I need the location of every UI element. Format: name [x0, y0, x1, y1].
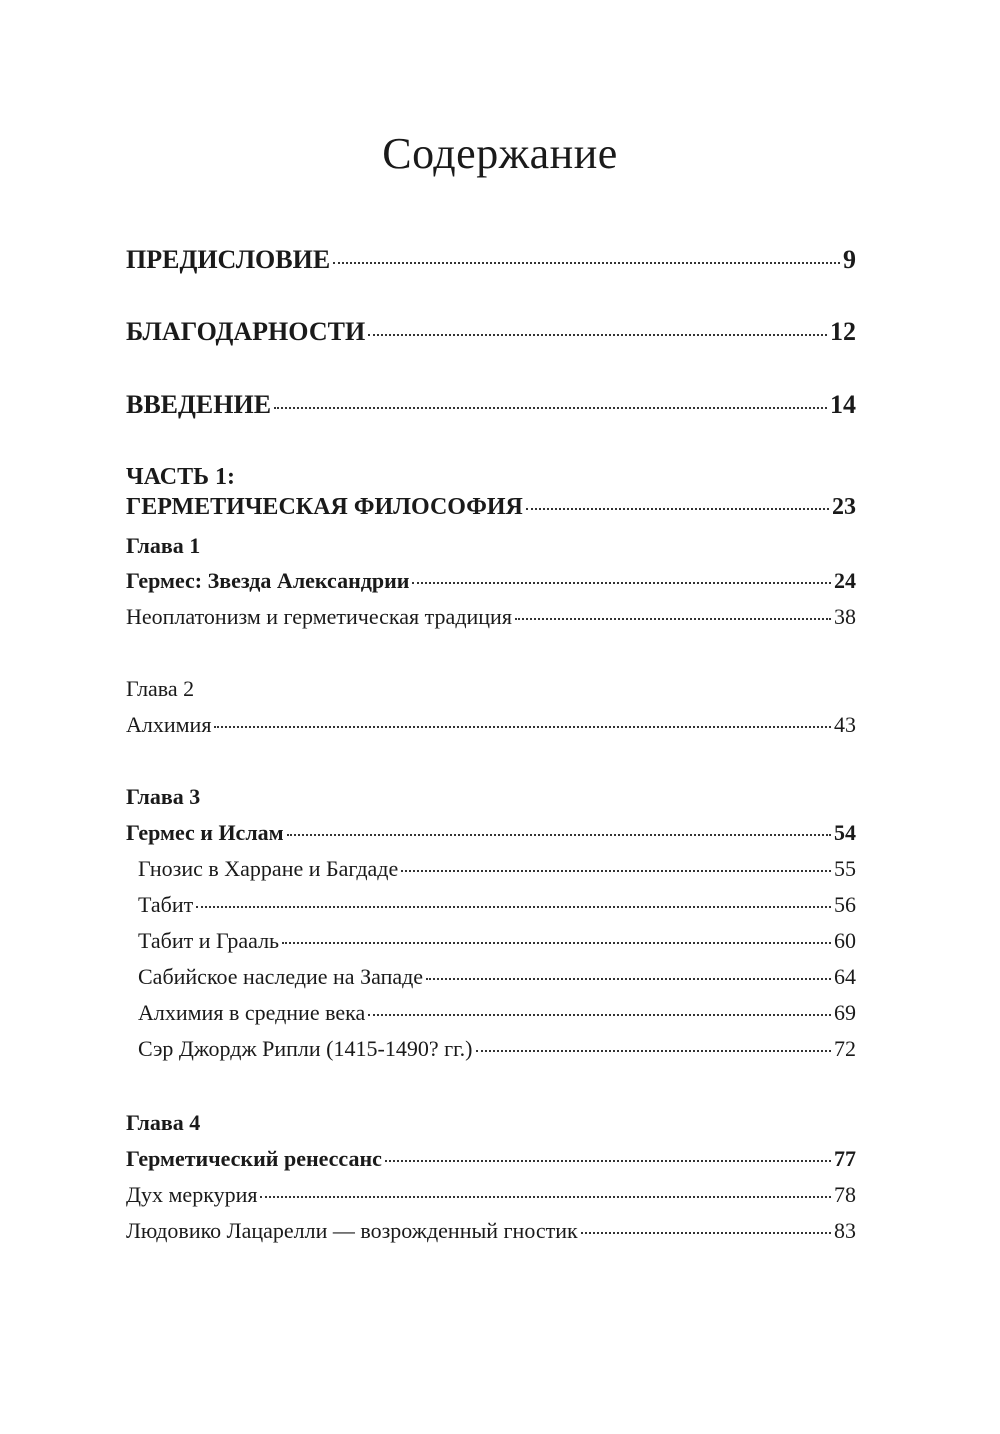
page-title: Содержание — [382, 129, 618, 178]
toc-entry-chapter2-title[interactable] — [126, 712, 856, 738]
dot-leader — [274, 407, 827, 409]
toc-entry-label: Гнозис в Харране и Багдаде — [138, 856, 399, 881]
dot-leader — [214, 726, 831, 728]
toc-entry[interactable] — [126, 604, 856, 630]
toc-page-number: 69 — [834, 1000, 856, 1025]
toc-entry-label: Сэр Джордж Рипли (1415-1490? гг.) — [138, 1036, 473, 1061]
dot-leader — [196, 906, 831, 908]
toc-page-number: 78 — [834, 1182, 856, 1207]
toc-entry-label: Табит и Грааль — [138, 928, 280, 953]
dot-leader — [476, 1050, 832, 1052]
chapter-heading: Глава 2 — [126, 676, 195, 701]
toc-entry[interactable] — [138, 928, 856, 954]
toc-entry-chapter1-title[interactable] — [126, 568, 856, 594]
toc-entry[interactable] — [138, 964, 856, 990]
toc-entry[interactable] — [138, 892, 856, 918]
dot-leader — [401, 870, 831, 872]
toc-entry-chapter3-title[interactable] — [126, 820, 856, 846]
toc-entry-label: Табит — [138, 892, 194, 917]
toc-entry-introduction[interactable] — [126, 390, 856, 420]
dot-leader — [282, 942, 831, 944]
toc-page-number: 55 — [834, 856, 856, 881]
toc-entry-label: Алхимия в средние века — [138, 1000, 366, 1025]
toc-entry-label: ГЕРМЕТИЧЕСКАЯ ФИЛОСОФИЯ — [126, 494, 523, 520]
toc-entry-acknowledgements[interactable] — [126, 317, 856, 347]
dot-leader — [368, 1014, 831, 1016]
toc-entry-label: ПРЕДИСЛОВИЕ — [126, 245, 331, 274]
toc-entry-label: ВВЕДЕНИЕ — [126, 390, 272, 419]
toc-page-number: 12 — [830, 317, 856, 346]
dot-leader — [333, 262, 840, 264]
toc-page-number: 14 — [830, 390, 856, 419]
dot-leader — [412, 582, 831, 584]
dot-leader — [515, 618, 831, 620]
dot-leader — [368, 334, 827, 336]
toc-entry[interactable] — [138, 1036, 856, 1062]
toc-entry[interactable] — [138, 1000, 856, 1026]
toc-entry-label: Дух меркурия — [126, 1182, 258, 1207]
toc-page-number: 64 — [834, 964, 856, 989]
toc-entry-part1[interactable] — [126, 494, 856, 521]
toc-page-number: 60 — [834, 928, 856, 953]
toc-page-number: 24 — [834, 568, 856, 593]
dot-leader — [581, 1232, 831, 1234]
toc-page-number: 83 — [834, 1218, 856, 1243]
toc-page-number: 9 — [843, 245, 856, 274]
chapter-heading: Глава 1 — [126, 533, 201, 558]
toc-page-number: 38 — [834, 604, 856, 629]
toc-entry-label: Герметический ренессанс — [126, 1146, 382, 1171]
toc-entry-label: Людовико Лацарелли — возрожденный гностик — [126, 1218, 578, 1243]
toc-entry-label: Неоплатонизм и герметическая традиция — [126, 604, 512, 629]
toc-entry-label: БЛАГОДАРНОСТИ — [126, 317, 366, 346]
toc-entry[interactable] — [126, 1182, 856, 1208]
dot-leader — [287, 834, 831, 836]
toc-entry-label: Гермес и Ислам — [126, 820, 284, 845]
toc-entry[interactable] — [138, 856, 856, 882]
toc-entry-label: Алхимия — [126, 712, 212, 737]
chapter-heading: Глава 3 — [126, 784, 201, 809]
chapter-heading: Глава 4 — [126, 1110, 201, 1135]
toc-page-number: 56 — [834, 892, 856, 917]
toc-page-number: 23 — [832, 494, 856, 520]
toc-entry-chapter4-title[interactable] — [126, 1146, 856, 1172]
toc-entry[interactable] — [126, 1218, 856, 1244]
toc-page-number: 43 — [834, 712, 856, 737]
toc-page-number: 77 — [834, 1146, 856, 1171]
toc-entry-preface[interactable] — [126, 245, 856, 275]
part-heading: ЧАСТЬ 1: — [126, 464, 235, 490]
dot-leader — [426, 978, 831, 980]
toc-entry-label: Сабийское наследие на Западе — [138, 964, 424, 989]
toc-page-number: 54 — [834, 820, 856, 845]
toc-page-number: 72 — [834, 1036, 856, 1061]
dot-leader — [385, 1160, 831, 1162]
toc-entry-label: Гермес: Звезда Александрии — [126, 568, 410, 593]
dot-leader — [260, 1196, 831, 1198]
dot-leader — [526, 508, 829, 510]
